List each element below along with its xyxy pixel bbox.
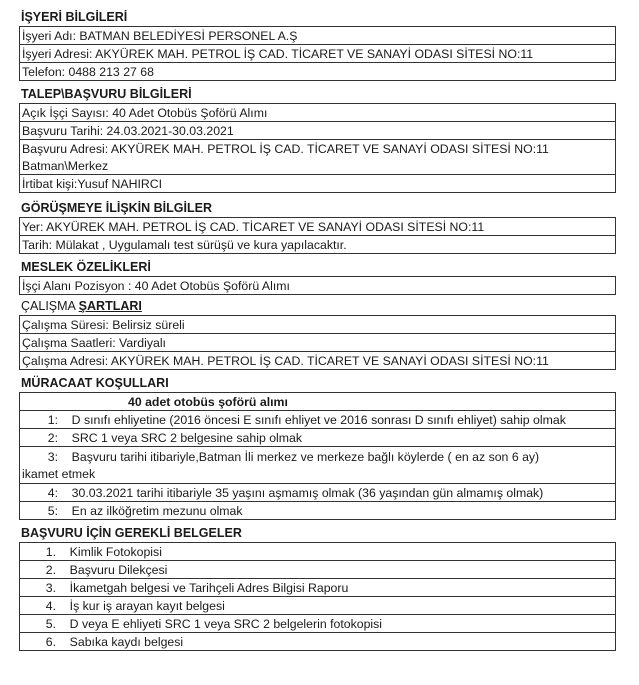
document-text: İkametgah belgesi ve Tarihçeli Adres Bilgisi Raporu	[69, 581, 349, 595]
requirement-text: En az ilköğretim mezunu olmak	[71, 504, 243, 518]
document-number: 5.	[45, 617, 56, 631]
document-number: 3.	[45, 581, 56, 595]
application-section	[19, 87, 616, 193]
document-item	[20, 615, 615, 633]
work-address-row: Çalışma Adresi: AKYÜREK MAH. PETROL İŞ CAD. TİCARET VE SANAYİ ODASI SİTESİ NO:11	[20, 352, 615, 370]
conditions-heading-prefix: ÇALIŞMA	[21, 299, 79, 313]
requirements-section	[19, 376, 616, 520]
document-text: D veya E ehliyeti SRC 1 veya SRC 2 belgelerin fotokopisi	[69, 617, 383, 631]
open-positions-row: Açık İşçi Sayısı: 40 Adet Otobüs Şoförü Alımı	[20, 104, 615, 122]
workplace-table	[19, 26, 616, 81]
interview-section	[19, 201, 616, 254]
workplace-address-row: İşyeri Adresi: AKYÜREK MAH. PETROL İŞ CAD. TİCARET VE SANAYİ ODASI SİTESİ NO:11	[20, 45, 615, 63]
application-heading: TALEP\BAŞVURU BİLGİLERİ	[21, 87, 192, 101]
document-text: Kimlik Fotokopisi	[69, 545, 162, 559]
requirements-table	[19, 392, 616, 520]
requirement-number: 1:	[47, 413, 58, 427]
contact-person-row: İrtibat kişi:Yusuf NAHIRCI	[20, 175, 615, 193]
document-text: Başvuru Dilekçesi	[69, 563, 168, 577]
application-address-row-2: Batman\Merkez	[20, 157, 615, 175]
documents-table	[19, 542, 616, 651]
requirement-item	[20, 447, 615, 484]
interview-location-row: Yer: AKYÜREK MAH. PETROL İŞ CAD. TİCARET VE SANAYİ ODASI SİTESİ NO:11	[20, 218, 615, 236]
interview-heading: GÖRÜŞMEYE İLİŞKİN BİLGİLER	[21, 201, 212, 215]
application-table	[19, 103, 616, 193]
requirement-number: 5:	[47, 504, 58, 518]
document-text: Sabıka kaydı belgesi	[69, 635, 184, 649]
documents-heading: BAŞVURU İÇİN GEREKLİ BELGELER	[21, 526, 242, 540]
requirement-text: Başvuru tarihi itibariyle,Batman İli merkez ve merkeze bağlı köylerde ( en az son 6 ay)	[71, 450, 540, 464]
document-item	[20, 579, 615, 597]
application-address-row: Başvuru Adresi: AKYÜREK MAH. PETROL İŞ CAD. TİCARET VE SANAYİ ODASI SİTESİ NO:11	[22, 142, 549, 156]
profession-table	[19, 276, 616, 295]
requirement-item	[20, 429, 615, 447]
document-number: 6.	[45, 635, 56, 649]
interview-table	[19, 217, 616, 254]
requirement-number: 2:	[47, 431, 58, 445]
requirements-heading: MÜRACAAT KOŞULLARI	[21, 376, 169, 390]
workplace-phone-row: Telefon: 0488 213 27 68	[20, 63, 615, 81]
document-item	[20, 633, 615, 651]
interview-date-row: Tarih: Mülakat , Uygulamalı test sürüşü ve kura yapılacaktır.	[20, 236, 615, 254]
requirement-item	[20, 502, 615, 520]
conditions-heading	[19, 299, 616, 315]
position-row: İşçi Alanı Pozisyon : 40 Adet Otobüs Şoförü Alımı	[20, 277, 615, 295]
requirement-text-continued: ikamet etmek	[22, 467, 96, 481]
requirement-text: SRC 1 veya SRC 2 belgesine sahip olmak	[71, 431, 303, 445]
requirement-number: 4:	[47, 486, 58, 500]
requirement-item	[20, 484, 615, 502]
work-hours-row: Çalışma Saatleri: Vardiyalı	[20, 334, 615, 352]
workplace-heading: İŞYERİ BİLGİLERİ	[21, 10, 128, 24]
documents-section	[19, 526, 616, 651]
application-date-row: Başvuru Tarihi: 24.03.2021-30.03.2021	[20, 122, 615, 140]
workplace-name-row: İşyeri Adı: BATMAN BELEDİYESİ PERSONEL A.Ş	[20, 27, 615, 45]
requirement-number: 3:	[47, 450, 58, 464]
conditions-section	[19, 299, 616, 370]
requirement-text: 30.03.2021 tarihi itibariyle 35 yaşını aşmamış olmak (36 yaşından gün almamış olmak)	[71, 486, 544, 500]
document-text: İş kur iş arayan kayıt belgesi	[69, 599, 225, 613]
document-item	[20, 543, 615, 561]
conditions-table	[19, 315, 616, 370]
work-duration-row: Çalışma Süresi: Belirsiz süreli	[20, 316, 615, 334]
document-item	[20, 561, 615, 579]
requirement-text: D sınıfı ehliyetine (2016 öncesi E sınıfı ehliyet ve 2016 sonrası D sınıfı ehliyet) sahip olmak	[71, 413, 566, 427]
document-number: 4.	[45, 599, 56, 613]
requirements-title: 40 adet otobüs şoförü alımı	[20, 393, 615, 411]
conditions-heading-bold: ŞARTLARI	[78, 299, 142, 313]
document-number: 2.	[45, 563, 56, 577]
requirement-item	[20, 411, 615, 429]
profession-section	[19, 260, 616, 295]
workplace-section	[19, 10, 616, 81]
profession-heading: MESLEK ÖZELİKLERİ	[21, 260, 151, 274]
document-number: 1.	[45, 545, 56, 559]
document-item	[20, 597, 615, 615]
